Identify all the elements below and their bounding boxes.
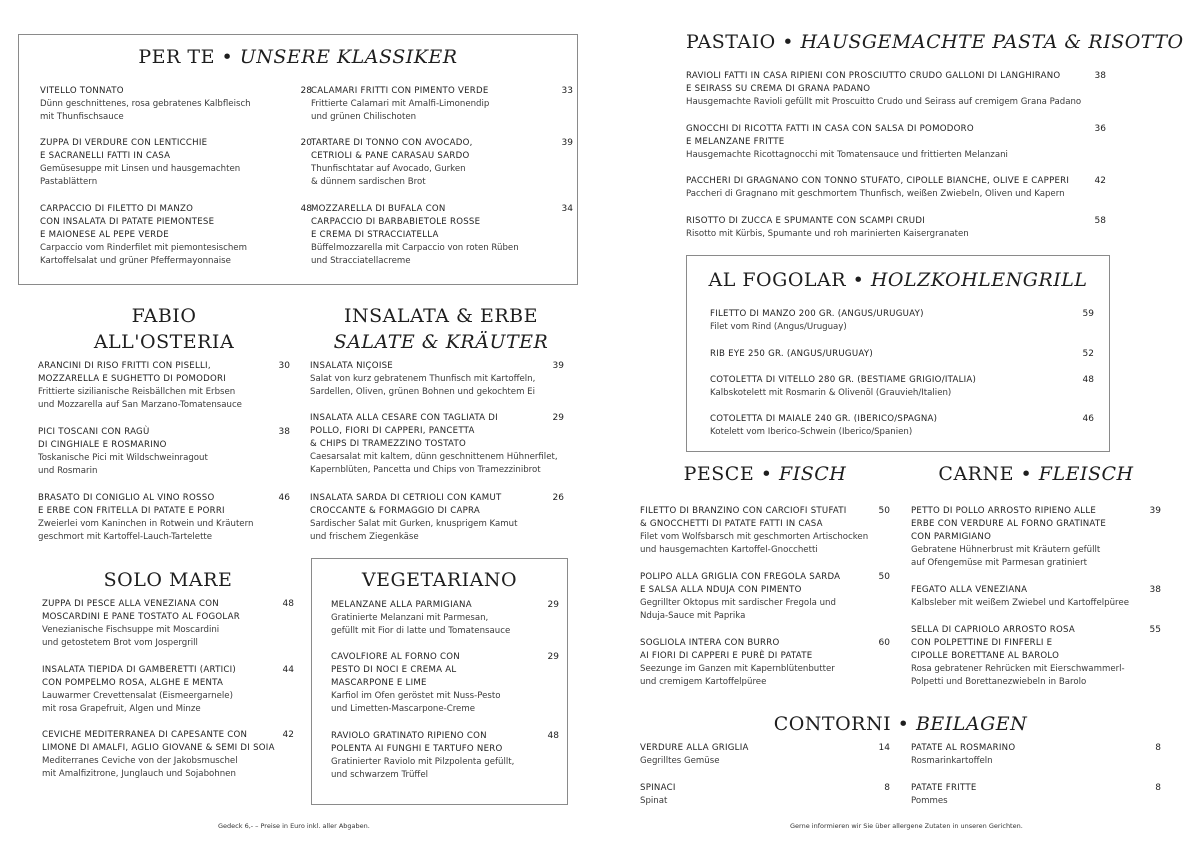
dish-name: FILETTO DI MANZO 200 GR. (ANGUS/URUGUAY) <box>710 309 924 319</box>
dish-description: Salat von kurz gebratenem Thunfisch mit Kartoffeln, Sardellen, Oliven, grünen Bohnen und gekochtem Ei <box>310 374 536 397</box>
dish-description: Hausgemachte Ravioli gefüllt mit Proscuitto Crudo und Seirass auf cremigem Grana Padano <box>686 97 1082 107</box>
menu-item <box>310 360 562 399</box>
menu-item <box>42 729 294 781</box>
dish-name: MOZZARELLA DI BUFALA CON CARPACCIO DI BARBABIETOLE ROSSE E CREMA DI STRACCIATELLA <box>311 204 481 240</box>
dish-price: 14 <box>878 743 890 753</box>
dish-name: ZUPPA DI PESCE ALLA VENEZIANA CON MOSCARDINI E PANE TOSTATO AL FOGOLAR <box>42 599 240 622</box>
menu-item <box>38 426 290 478</box>
dish-name: SPINACI <box>640 783 676 793</box>
dish-price: 29 <box>547 600 559 610</box>
dish-description: Dünn geschnittenes, rosa gebratenes Kalbfleisch mit Thunfischsauce <box>40 99 251 122</box>
dish-price: 59 <box>1082 309 1094 319</box>
menu-item <box>710 374 1094 400</box>
dish-price: 50 <box>878 572 890 582</box>
dish-price: 48 <box>1082 375 1094 385</box>
section-insalata-erbe <box>310 302 572 552</box>
dish-name: INSALATA ALLA CESARE CON TAGLIATA DI POLLO, FIORI DI CAPPERI, PANCETTA & CHIPS DI TRAMEZZINO TOSTATO <box>310 413 498 449</box>
dish-price: 44 <box>282 665 294 675</box>
dish-name: CEVICHE MEDITERRANEA DI CAPESANTE CON LIMONE DI AMALFI, AGLIO GIOVANE & SEMI DI SOIA <box>42 730 275 753</box>
section-pastaio <box>686 30 1184 245</box>
dish-name: INSALATA NIÇOISE <box>310 361 393 371</box>
dish-description: Rosa gebratener Rehrücken mit Eierschwammerl- Polpetti und Borettanezwiebeln in Barolo <box>911 664 1125 687</box>
dish-price: 8 <box>1155 783 1161 793</box>
dish-price: 29 <box>552 413 564 423</box>
dish-description: Venezianische Fischsuppe mit Moscardini und getostetem Brot vom Jospergrill <box>42 625 220 648</box>
menu-item <box>310 412 562 477</box>
menu-item <box>911 782 1161 808</box>
dish-name: CAVOLFIORE AL FORNO CON PESTO DI NOCI E CREMA AL MASCARPONE E LIME <box>331 652 460 688</box>
dish-price: 50 <box>878 506 890 516</box>
dish-name: PICI TOSCANI CON RAGÙ DI CINGHIALE E ROSMARINO <box>38 427 167 450</box>
dish-price: 39 <box>1149 506 1161 516</box>
section-title-line2: ALL'OSTERIA <box>93 331 235 353</box>
dish-name: TARTARE DI TONNO CON AVOCADO, CETRIOLI & PANE CARASAU SARDO <box>311 138 473 161</box>
dish-name: VERDURE ALLA GRIGLIA <box>640 743 749 753</box>
dish-price: 60 <box>878 638 890 648</box>
menu-item <box>911 624 1161 689</box>
dish-price: 42 <box>282 730 294 740</box>
footer-note-left: Gedeck 6,- – Preise in Euro inkl. aller Abgaben. <box>218 822 370 830</box>
dish-name: COTOLETTA DI VITELLO 280 GR. (BESTIAME GRIGIO/ITALIA) <box>710 375 977 385</box>
section-subtitle: SALATE & KRÄUTER <box>333 331 549 353</box>
dish-name: RAVIOLI FATTI IN CASA RIPIENI CON PROSCIUTTO CRUDO GALLONI DI LANGHIRANO E SEIRASS SU CREMA DI GRANA PADANO <box>686 71 1061 94</box>
dish-description: Sardischer Salat mit Gurken, knusprigem Kamut und frischem Ziegenkäse <box>310 519 518 542</box>
dish-name: BRASATO DI CONIGLIO AL VINO ROSSO E ERBE CON FRITELLA DI PATATE E PORRI <box>38 493 225 516</box>
menu-item <box>310 492 562 544</box>
dish-price: 38 <box>1149 585 1161 595</box>
dish-description: Risotto mit Kürbis, Spumante und roh marinierten Kaisergranaten <box>686 229 969 239</box>
menu-item <box>311 137 573 189</box>
dish-name: PATATE AL ROSMARINO <box>911 743 1016 753</box>
menu-item <box>686 70 1106 109</box>
dish-name: RAVIOLO GRATINATO RIPIENO CON POLENTA AI FUNGHI E TARTUFO NERO <box>331 731 503 754</box>
dish-description: Kotelett vom Iberico-Schwein (Iberico/Spanien) <box>710 427 913 437</box>
dish-description: Seezunge im Ganzen mit Kapernblütenbutter und cremigem Kartoffelpüree <box>640 664 835 687</box>
dish-price: 36 <box>1094 124 1106 134</box>
dish-price: 26 <box>552 493 564 503</box>
menu-item <box>331 730 559 782</box>
menu-item <box>640 505 890 557</box>
dish-name: CALAMARI FRITTI CON PIMENTO VERDE <box>311 86 489 96</box>
dish-description: Gratinierte Melanzani mit Parmesan, gefüllt mit Fior di latte und Tomatensauce <box>331 613 511 636</box>
dish-price: 29 <box>547 652 559 662</box>
dish-price: 48 <box>547 731 559 741</box>
dish-name: CARPACCIO DI FILETTO DI MANZO CON INSALATA DI PATATE PIEMONTESE E MAIONESE AL PEPE VERDE <box>40 204 215 240</box>
section-al-fogolar <box>686 255 1110 452</box>
dish-description: Carpaccio vom Rinderfilet mit piemontesischem Kartoffelsalat und grüner Pfeffermayonnaise <box>40 243 247 266</box>
menu-item <box>686 123 1106 162</box>
dish-description: Pommes <box>911 796 948 806</box>
menu-item <box>311 85 573 124</box>
dish-price: 46 <box>278 493 290 503</box>
dish-description: Hausgemachte Ricottagnocchi mit Tomatensauce und frittierten Melanzani <box>686 150 1008 160</box>
menu-item <box>42 664 294 716</box>
dish-price: 28 <box>300 86 312 96</box>
menu-item <box>42 598 294 650</box>
section-title: VEGETARIANO <box>361 569 518 591</box>
dish-description: Frittierte sizilianische Reisbällchen mit Erbsen und Mozzarella auf San Marzano-Tomatensauce <box>38 387 242 410</box>
menu-item <box>640 782 890 808</box>
dish-price: 30 <box>278 361 290 371</box>
dish-description: Karfiol im Ofen geröstet mit Nuss-Pesto und Limetten-Mascarpone-Creme <box>331 691 501 714</box>
menu-item <box>38 360 290 412</box>
dish-price: 58 <box>1094 216 1106 226</box>
dish-name: INSALATA SARDA DI CETRIOLI CON KAMUT CROCCANTE & FORMAGGIO DI CAPRA <box>310 493 502 516</box>
dish-name: SELLA DI CAPRIOLO ARROSTO ROSA CON POLPETTINE DI FINFERLI E CIPOLLE BORETTANE AL BAROLO <box>911 625 1075 661</box>
dish-description: Caesarsalat mit kaltem, dünn geschnittenem Hühnerfilet, Kapernblüten, Pancetta und Chips von Tramezzinibrot <box>310 452 558 475</box>
section-carne <box>911 462 1161 692</box>
menu-item <box>40 203 312 268</box>
dish-price: 55 <box>1149 625 1161 635</box>
section-vegetariano <box>311 558 568 805</box>
menu-item <box>710 348 1094 361</box>
dish-description: Filet vom Wolfsbarsch mit geschmorten Artischocken und hausgemachten Kartoffel-Gnocchetti <box>640 532 869 555</box>
menu-item <box>686 175 1106 201</box>
menu-item <box>331 599 559 638</box>
menu-item <box>686 215 1106 241</box>
dish-name: MELANZANE ALLA PARMIGIANA <box>331 600 472 610</box>
section-title: INSALATA & ERBE <box>343 305 539 327</box>
dish-description: Mediterranes Ceviche von der Jakobsmuschel mit Amalfizitrone, Junglauch und Sojabohnen <box>42 756 238 779</box>
footer-note-right: Gerne informieren wir Sie über allergene Zutaten in unseren Gerichten. <box>790 822 1023 830</box>
dish-price: 38 <box>1094 71 1106 81</box>
dish-name: PACCHERI DI GRAGNANO CON TONNO STUFATO, CIPOLLE BIANCHE, OLIVE E CAPPERI <box>686 176 1070 186</box>
dish-description: Gegrillter Oktopus mit sardischer Fregola und Nduja-Sauce mit Paprika <box>640 598 836 621</box>
dish-description: Kalbsleber mit weißem Zwiebel und Kartoffelpüree <box>911 598 1129 608</box>
dish-name: ZUPPA DI VERDURE CON LENTICCHIE E SACRANELLI FATTI IN CASA <box>40 138 208 161</box>
dish-price: 52 <box>1082 349 1094 359</box>
dish-name: PETTO DI POLLO ARROSTO RIPIENO ALLE ERBE CON VERDURE AL FORNO GRATINATE CON PARMIGIANO <box>911 506 1107 542</box>
section-title: PER TE • UNSERE KLASSIKER <box>138 46 458 68</box>
dish-description: Filet vom Rind (Angus/Uruguay) <box>710 322 847 332</box>
dish-price: 46 <box>1082 414 1094 424</box>
dish-price: 8 <box>1155 743 1161 753</box>
menu-item <box>311 203 573 268</box>
dish-price: 48 <box>282 599 294 609</box>
section-per-te <box>18 34 578 285</box>
dish-price: 34 <box>561 204 573 214</box>
menu-item <box>38 492 290 544</box>
section-title: FABIO <box>131 305 197 327</box>
section-solo-mare <box>42 566 294 806</box>
dish-price: 48 <box>300 204 312 214</box>
section-title: PASTAIO • HAUSGEMACHTE PASTA & RISOTTO <box>686 31 1184 53</box>
section-fabio-osteria <box>38 302 290 552</box>
dish-name: FEGATO ALLA VENEZIANA <box>911 585 1028 595</box>
dish-description: Toskanische Pici mit Wildschweinragout und Rosmarin <box>38 453 208 476</box>
section-contorni <box>640 712 1161 812</box>
dish-description: Gemüsesuppe mit Linsen und hausgemachten Pastablättern <box>40 164 241 187</box>
section-title: CONTORNI • BEILAGEN <box>773 713 1028 735</box>
dish-description: Paccheri di Gragnano mit geschmortem Thunfisch, weißen Zwiebeln, Oliven und Kapern <box>686 189 1065 199</box>
menu-item <box>911 505 1161 570</box>
dish-description: Rosmarinkartoffeln <box>911 756 993 766</box>
menu-item <box>640 742 890 768</box>
dish-name: PATATE FRITTE <box>911 783 977 793</box>
dish-price: 20 <box>300 138 312 148</box>
dish-name: GNOCCHI DI RICOTTA FATTI IN CASA CON SALSA DI POMODORO E MELANZANE FRITTE <box>686 124 974 147</box>
dish-name: ARANCINI DI RISO FRITTI CON PISELLI, MOZZARELLA E SUGHETTO DI POMODORI <box>38 361 227 384</box>
dish-description: Gratinierter Raviolo mit Pilzpolenta gefüllt, und schwarzem Trüffel <box>331 757 515 780</box>
dish-description: Spinat <box>640 796 668 806</box>
dish-name: FILETTO DI BRANZINO CON CARCIOFI STUFATI & GNOCCHETTI DI PATATE FATTI IN CASA <box>640 506 847 529</box>
dish-description: Zweierlei vom Kaninchen in Rotwein und Kräutern geschmort mit Kartoffel-Lauch-Tartelette <box>38 519 254 542</box>
dish-name: RIB EYE 250 GR. (ANGUS/URUGUAY) <box>710 349 873 359</box>
dish-name: POLIPO ALLA GRIGLIA CON FREGOLA SARDA E SALSA ALLA NDUJA CON PIMENTO <box>640 572 841 595</box>
dish-price: 38 <box>278 427 290 437</box>
dish-description: Kalbskotelett mit Rosmarin & Olivenöl (Grauvieh/Italien) <box>710 388 952 398</box>
dish-price: 8 <box>884 783 890 793</box>
menu-item <box>911 584 1161 610</box>
menu-item <box>710 413 1094 439</box>
dish-price: 42 <box>1094 176 1106 186</box>
menu-item <box>640 571 890 623</box>
section-title: AL FOGOLAR • HOLZKOHLENGRILL <box>708 269 1088 291</box>
dish-name: RISOTTO DI ZUCCA E SPUMANTE CON SCAMPI CRUDI <box>686 216 925 226</box>
section-title: SOLO MARE <box>103 569 233 591</box>
dish-description: Büffelmozzarella mit Carpaccio von roten Rüben und Stracciatellacreme <box>311 243 519 266</box>
dish-price: 33 <box>561 86 573 96</box>
menu-item <box>331 651 559 716</box>
dish-description: Gegrilltes Gemüse <box>640 756 720 766</box>
menu-item <box>640 637 890 689</box>
menu-item <box>40 85 312 124</box>
menu-item <box>710 308 1094 334</box>
dish-name: VITELLO TONNATO <box>40 86 124 96</box>
section-title: CARNE • FLEISCH <box>938 463 1134 485</box>
dish-description: Thunfischtatar auf Avocado, Gurken & dünnem sardischen Brot <box>311 164 466 187</box>
dish-price: 39 <box>552 361 564 371</box>
menu-item <box>911 742 1161 768</box>
dish-name: COTOLETTA DI MAIALE 240 GR. (IBERICO/SPAGNA) <box>710 414 938 424</box>
dish-description: Frittierte Calamari mit Amalfi-Limonendip und grünen Chilischoten <box>311 99 490 122</box>
dish-price: 39 <box>561 138 573 148</box>
menu-item <box>40 137 312 189</box>
dish-name: INSALATA TIEPIDA DI GAMBERETTI (ARTICI) CON POMPELMO ROSA, ALGHE E MENTA <box>42 665 237 688</box>
section-title: PESCE • FISCH <box>683 463 847 485</box>
dish-name: SOGLIOLA INTERA CON BURRO AI FIORI DI CAPPERI E PURÈ DI PATATE <box>640 638 813 661</box>
section-pesce <box>640 462 890 692</box>
dish-description: Gebratene Hühnerbrust mit Kräutern gefüllt auf Ofengemüse mit Parmesan gratiniert <box>911 545 1101 568</box>
dish-description: Lauwarmer Crevettensalat (Eismeergarnele) mit rosa Grapefruit, Algen und Minze <box>42 691 233 714</box>
